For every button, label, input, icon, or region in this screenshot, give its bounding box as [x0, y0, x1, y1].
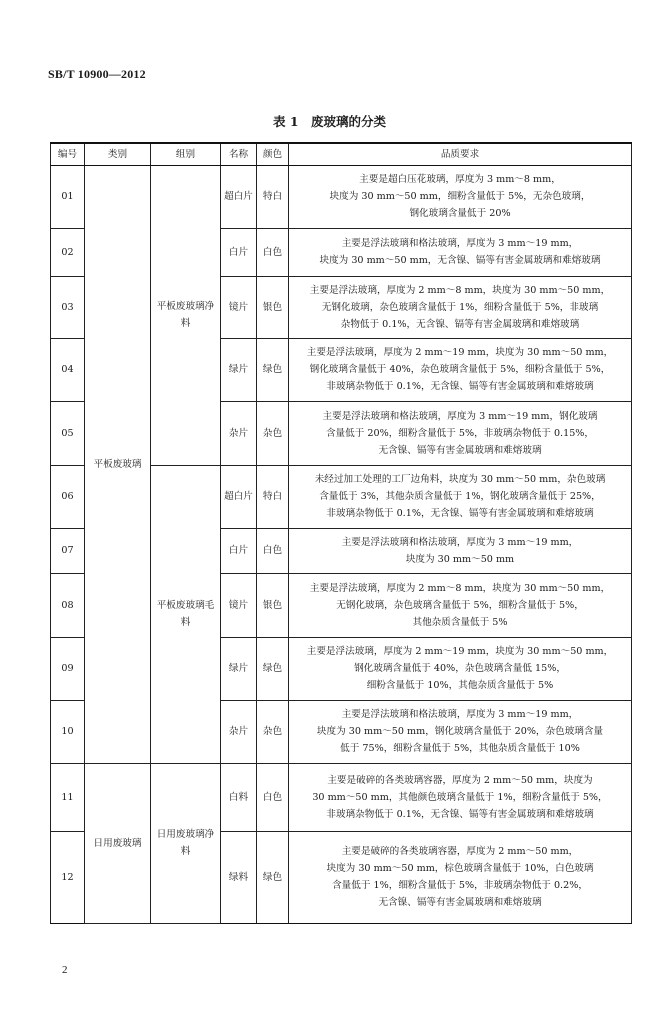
table-title: 表 1 废玻璃的分类 [272, 114, 387, 129]
cell-category: 平板废玻璃 [85, 165, 151, 763]
cell-id: 12 [51, 831, 85, 923]
cell-id: 09 [51, 637, 85, 700]
cell-category: 日用废玻璃 [85, 763, 151, 923]
page-number: 2 [62, 964, 68, 976]
cell-name: 白料 [221, 763, 257, 831]
table-header-row [51, 143, 632, 165]
cell-group: 日用废玻璃净料 [151, 763, 221, 923]
cell-color: 银色 [257, 573, 289, 637]
cell-id: 11 [51, 763, 85, 831]
header-category: 类别 [85, 143, 151, 165]
cell-id: 04 [51, 338, 85, 401]
cell-quality: 主要是浮法玻璃，厚度为 2 mm～19 mm，块度为 30 mm～50 mm， 钢化玻璃含量低于 40%，杂色玻璃含量低 15%， 细粉含量低于 10%，其他杂质含量低于 5% [289, 637, 632, 700]
cell-quality: 主要是超白压花玻璃，厚度为 3 mm～8 mm， 块度为 30 mm～50 mm，细粉含量低于 5%，无杂色玻璃， 钢化玻璃含量低于 20% [289, 165, 632, 228]
cell-quality: 主要是浮法玻璃和格法玻璃，厚度为 3 mm～19 mm，钢化玻璃 含量低于 20%，细粉含量低于 5%，非玻璃杂物低于 0.15%， 无含镍、镉等有害金属玻璃和难熔玻璃 [289, 401, 632, 465]
cell-id: 05 [51, 401, 85, 465]
cell-color: 特白 [257, 465, 289, 528]
cell-name: 绿片 [221, 637, 257, 700]
header-name: 名称 [221, 143, 257, 165]
cell-id: 10 [51, 700, 85, 763]
cell-name: 镜片 [221, 276, 257, 338]
cell-name: 白片 [221, 528, 257, 573]
cell-quality: 主要是浮法玻璃，厚度为 2 mm～8 mm，块度为 30 mm～50 mm， 无钢化玻璃，杂色玻璃含量低于 5%，细粉含量低于 5%， 其他杂质含量低于 5% [289, 573, 632, 637]
cell-id: 01 [51, 165, 85, 228]
cell-id: 08 [51, 573, 85, 637]
header-group: 组别 [151, 143, 221, 165]
cell-name: 绿片 [221, 338, 257, 401]
cell-name: 超白片 [221, 165, 257, 228]
cell-color: 绿色 [257, 637, 289, 700]
standard-code: SB/T 10900—2012 [48, 67, 146, 81]
cell-quality: 主要是浮法玻璃和格法玻璃，厚度为 3 mm～19 mm， 块度为 30 mm～50 mm，无含镍、镉等有害金属玻璃和难熔玻璃 [289, 228, 632, 276]
cell-name: 杂片 [221, 700, 257, 763]
cell-color: 绿色 [257, 831, 289, 923]
cell-color: 杂色 [257, 700, 289, 763]
cell-color: 白色 [257, 528, 289, 573]
cell-name: 超白片 [221, 465, 257, 528]
cell-color: 绿色 [257, 338, 289, 401]
header-id: 编号 [51, 143, 85, 165]
header-quality: 品质要求 [289, 143, 632, 165]
cell-color: 白色 [257, 228, 289, 276]
cell-color: 杂色 [257, 401, 289, 465]
cell-quality: 主要是浮法玻璃和格法玻璃，厚度为 3 mm～19 mm， 块度为 30 mm～50 mm [289, 528, 632, 573]
cell-quality: 主要是浮法玻璃，厚度为 2 mm～8 mm，块度为 30 mm～50 mm， 无钢化玻璃，杂色玻璃含量低于 1%，细粉含量低于 5%，非玻璃 杂物低于 0.1%，无含镍、镉等有害金属玻璃和难熔玻璃 [289, 276, 632, 338]
cell-quality: 主要是破碎的各类玻璃容器，厚度为 2 mm～50 mm， 块度为 30 mm～50 mm，棕色玻璃含量低于 10%，白色玻璃 含量低于 1%，细粉含量低于 5%，非玻璃杂物低于 0.2%， 无含镍、镉等有害金属玻璃和难熔玻璃 [289, 831, 632, 923]
cell-id: 02 [51, 228, 85, 276]
cell-group: 平板废玻璃毛料 [151, 465, 221, 763]
cell-name: 白片 [221, 228, 257, 276]
cell-quality: 未经过加工处理的工厂边角料，块度为 30 mm～50 mm，杂色玻璃 含量低于 3%，其他杂质含量低于 1%，钢化玻璃含量低于 25%， 非玻璃杂物低于 0.1%，无含镍、镉等有害金属玻璃和难熔玻璃 [289, 465, 632, 528]
cell-quality: 主要是浮法玻璃和格法玻璃，厚度为 3 mm～19 mm， 块度为 30 mm～50 mm，钢化玻璃含量低于 20%，杂色玻璃含量 低于 75%，细粉含量低于 5%，其他杂质含量低于 10% [289, 700, 632, 763]
header-color: 颜色 [257, 143, 289, 165]
cell-group: 平板废玻璃净料 [151, 165, 221, 465]
cell-color: 特白 [257, 165, 289, 228]
cell-name: 杂片 [221, 401, 257, 465]
cell-id: 03 [51, 276, 85, 338]
table-row [51, 763, 632, 831]
cell-name: 绿料 [221, 831, 257, 923]
cell-quality: 主要是破碎的各类玻璃容器，厚度为 2 mm～50 mm，块度为 30 mm～50 mm，其他颜色玻璃含量低于 1%，细粉含量低于 5%， 非玻璃杂物低于 0.1%，无含镍、镉等有害金属玻璃和难熔玻璃 [289, 763, 632, 831]
cell-color: 白色 [257, 763, 289, 831]
cell-color: 银色 [257, 276, 289, 338]
cell-id: 07 [51, 528, 85, 573]
cell-id: 06 [51, 465, 85, 528]
cell-quality: 主要是浮法玻璃，厚度为 2 mm～19 mm，块度为 30 mm～50 mm， 钢化玻璃含量低于 40%，杂色玻璃含量低于 5%，细粉含量低于 5%， 非玻璃杂物低于 0.1%，无含镍、镉等有害金属玻璃和难熔玻璃 [289, 338, 632, 401]
cell-name: 镜片 [221, 573, 257, 637]
waste-glass-classification-table [50, 142, 632, 924]
table-row [51, 165, 632, 228]
